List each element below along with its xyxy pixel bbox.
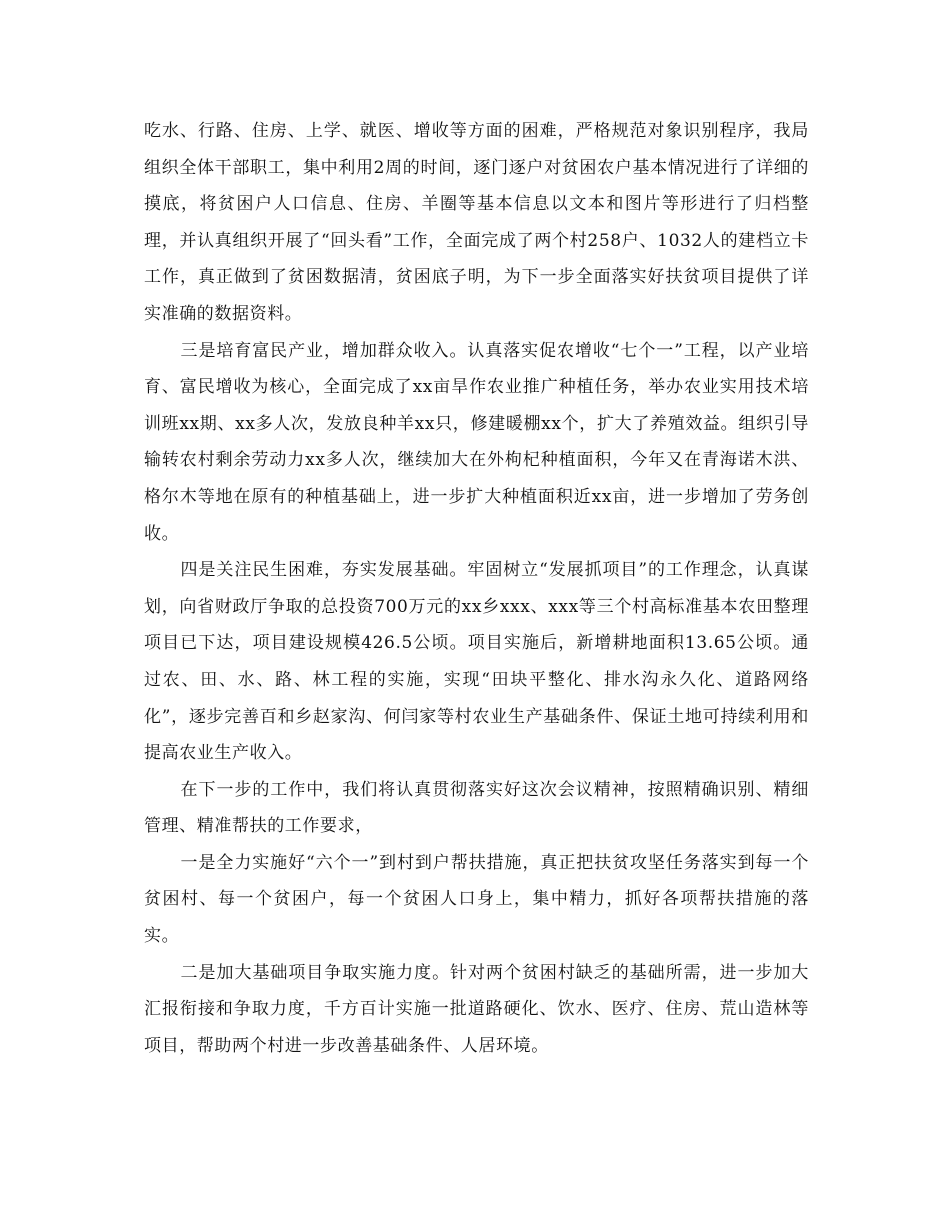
paragraph-livelihood: 四是关注民生困难，夯实发展基础。牢固树立“发展抓项目”的工作理念，认真谋划，向省财政厅争取的总投资700万元的xx乡xxx、xxx等三个村高标准基本农田整理项目已下达，项目建设规模426.5公顷。项目实施后，新增耕地面积13.65公顷。通过农、田、水、路、林工程的实施，实现“田块平整化、排水沟永久化、道路网络化”，逐步完善百和乡赵家沟、何闫家等村农业生产基础条件、保证土地可持续利用和提高农业生产收入。 — [144, 560, 809, 764]
paragraph-next-steps: 在下一步的工作中，我们将认真贯彻落实好这次会议精神，按照精确识别、精细管理、精准帮扶的工作要求， — [144, 779, 809, 837]
paragraph-continuation: 吃水、行路、住房、上学、就医、增收等方面的困难，严格规范对象识别程序，我局组织全体干部职工，集中利用2周的时间，逐门逐户对贫困农户基本情况进行了详细的摸底，将贫困户人口信息、住房、羊圈等基本信息以文本和图片等形进行了归档整理，并认真组织开展了“回头看”工作，全面完成了两个村258户、1032人的建档立卡工作，真正做到了贫困数据清，贫困底子明，为下一步全面落实好扶贫项目提供了详实准确的数据资料。 — [144, 121, 809, 324]
document-body — [144, 113, 809, 1064]
paragraph-measure-two: 二是加大基础项目争取实施力度。针对两个贫困村缺乏的基础所需，进一步加大汇报衔接和争取力度，千方百计实施一批道路硬化、饮水、医疗、住房、荒山造林等项目，帮助两个村进一步改善基础条件、人居环境。 — [144, 962, 809, 1056]
paragraph-industry: 三是培育富民产业，增加群众收入。认真落实促农增收“七个一”工程，以产业培育、富民增收为核心，全面完成了xx亩旱作农业推广种植任务，举办农业实用技术培训班xx期、xx多人次，发放良种羊xx只，修建暖棚xx个，扩大了养殖效益。组织引导输转农村剩余劳动力xx多人次，继续加大在外枸杞种植面积，今年又在青海诺木洪、格尔木等地在原有的种植基础上，进一步扩大种植面积近xx亩，进一步增加了劳务创收。 — [144, 340, 809, 544]
paragraph-measure-one: 一是全力实施好“六个一”到村到户帮扶措施，真正把扶贫攻坚任务落实到每一个贫困村、每一个贫困户，每一个贫困人口身上，集中精力，抓好各项帮扶措施的落实。 — [144, 852, 809, 947]
